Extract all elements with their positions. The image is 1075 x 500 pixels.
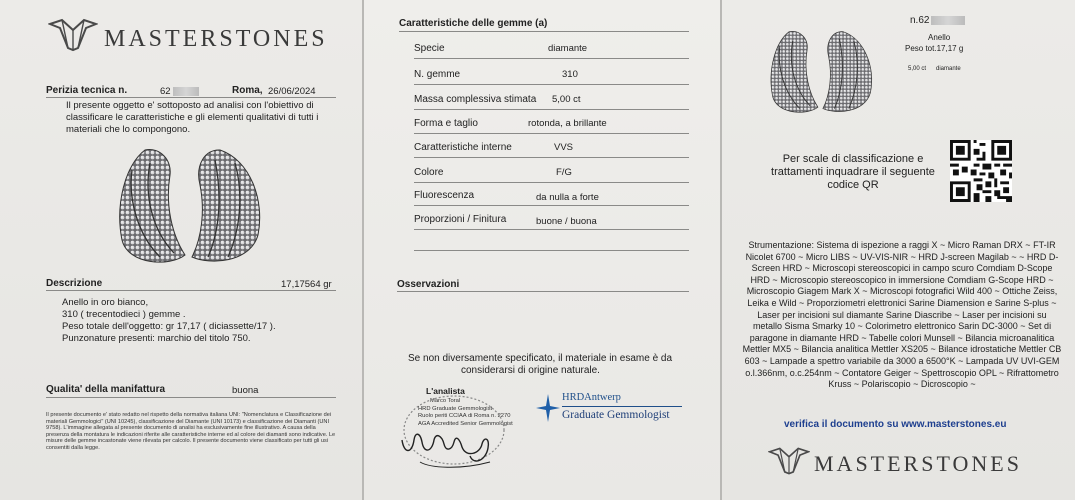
analista-credentials: Marco Toral HRD Graduate Gemmologist Ruolo periti CCIAA di Roma n. 2270 AGA Accredited Senior Gemmologist [418, 398, 513, 427]
right-number: n.62 [910, 15, 965, 26]
description-list: Anello in oro bianco, 310 ( trecentodieci ) gemme . Peso totale dell'oggetto: gr 17,17 ( diciassette/17 ). Punzonature presenti: marchio del titolo 750. [62, 297, 276, 344]
total-weight: 17,17564 gr [281, 279, 332, 290]
row-value-colore: F/G [556, 167, 572, 178]
verify-link[interactable]: verifica il documento su www.masterstones.eu [784, 419, 1007, 430]
gem-section-title: Caratteristiche delle gemme (a) [399, 18, 548, 29]
date: 26/06/2024 [268, 86, 316, 97]
redacted-number [173, 87, 199, 96]
row-value-massa: 5,00 ct [552, 94, 581, 105]
certificate-front-panel [0, 0, 362, 500]
brand-name: MASTERSTONES [104, 26, 328, 52]
qr-instructions: Per scale di classificazione e trattamenti inquadrare il seguente codice QR [771, 153, 935, 191]
osservazioni-label: Osservazioni [397, 279, 460, 290]
qr-code-icon [950, 140, 1012, 202]
species-value: diamante [936, 66, 961, 72]
row-value-fluorescenza: da nulla a forte [536, 192, 599, 203]
row-value-n-gemme: 310 [562, 69, 578, 80]
descrizione-label: Descrizione [46, 278, 103, 289]
row-value-proporzioni: buone / buona [536, 216, 597, 227]
brand-name-footer: MASTERSTONES [814, 451, 1022, 476]
perizia-label: Perizia tecnica n. [46, 85, 128, 96]
masterstones-logo-icon-footer [768, 446, 810, 476]
row-label-fluorescenza: Fluorescenza [414, 190, 475, 201]
row-value-forma: rotonda, a brillante [528, 118, 607, 129]
masterstones-logo-icon [48, 18, 98, 52]
row-value-specie: diamante [548, 43, 588, 54]
natural-origin-note: Se non diversamente specificato, il materiale in esame è da [408, 353, 673, 364]
row-label-caratteristiche: Caratteristiche interne [414, 142, 512, 153]
earrings-thumbnail [764, 28, 879, 118]
qr-code[interactable] [950, 140, 1012, 202]
earrings-photo [110, 145, 270, 270]
row-label-proporzioni: Proporzioni / Finitura [414, 214, 507, 225]
stamp-and-signature [390, 392, 530, 482]
row-label-n-gemme: N. gemme [414, 69, 461, 80]
hrd-name: HRDAntwerp [562, 392, 621, 403]
natural-origin-note-2: considerarsi di origine naturale. [461, 365, 600, 376]
intro-text: Il presente oggetto e' sottoposto ad analisi con l'obiettivo di classificare le caratteristiche e gli elementi qualitativi di tutti i materiali che lo compongono. [66, 100, 319, 135]
qualita-label: Qualita' della manifattura [46, 384, 166, 395]
object-type: Anello [928, 33, 951, 42]
row-label-forma: Forma e taglio [414, 118, 478, 129]
carat-value: 5,00 ct [908, 66, 927, 72]
row-label-massa: Massa complessiva stimata [414, 94, 537, 105]
hrd-title: Graduate Gemmologist [562, 409, 670, 421]
analista-label: L'analista [426, 386, 465, 396]
hrd-star-icon [536, 394, 560, 422]
redacted-number [931, 16, 965, 25]
row-value-caratteristiche: VVS [554, 142, 574, 153]
qualita-value: buona [232, 385, 259, 396]
gem-characteristics-panel [364, 0, 720, 500]
row-label-colore: Colore [414, 167, 444, 178]
legal-disclaimer: Il presente documento e' stato redatto nel rispetto della normativa italiana UNI: "Nomenclatura e Classificazione dei materiali Gemmologici" (UNI 10245), classificazione del Diamante (UNI 10173) e classificazione dei Diamanti (UNI 9758). L'immagine allegata al presente documento di analisi ha esclusivamente fine illustrativo. A causa della presenza della montatura le indicazioni riferite alle caratteristiche interne ed al colore dei diamanti sono indicative. Le misure delle gemme incastonate viene rilevata per calcolo. Il presente documento viene classificato per tutti gli usi consentiti dalla legge. [46, 412, 336, 451]
perizia-number: 62 [160, 86, 199, 97]
certificate-back-panel [722, 0, 1075, 500]
object-weight: Peso tot.17,17 g [905, 44, 964, 53]
row-label-specie: Specie [414, 43, 445, 54]
strumentazione-text: Strumentazione: Sistema di ispezione a raggi X ~ Micro Raman DRX ~ FT-IR Nicolet 6700 ~ Micro LIBS ~ UV-VIS-NIR ~ HRD J-screen Magilab ~ ~ HRD D-Screen HRD ~ Microscopi stereoscopici in campo scuro Comdiam D-Scope HRD ~ Microscopio stereoscopico in immersione Comdiam G-Scope HRD ~ Microscopio Giagem Mark X ~ Microscopi fotografici Wild 400 ~ Ottiche Zeiss, Leika e Wild ~ Proporziometri elettronici Sarine Diamension e Sarine S-plus ~ Laser per incisioni sul diamante Sarine Diascribe ~ Laser per incisioni su metallo Sisma Smarky 10 ~ Colorimetro elettronico Sarin DC-3000 ~ Set di paragone in diamante HRD ~ Tabelle colori Munsell ~ Bilancia microanalitica Mettler MX5 ~ Bilancia analitica Mettler XS205 ~ Bilance idrostatiche Mettler CB 603 ~ Lampade a spettro variabile da 3000 a 6500°K ~ Lampada UV UVI-GEM o.l.366nm, o.c.254nm ~ Contatore Geiger ~ Spettroscopio OPL ~ Rifrattometro Kruss ~ Polariscopio ~ Dicroscopio ~ [742, 240, 1062, 390]
city: Roma, [232, 85, 263, 96]
